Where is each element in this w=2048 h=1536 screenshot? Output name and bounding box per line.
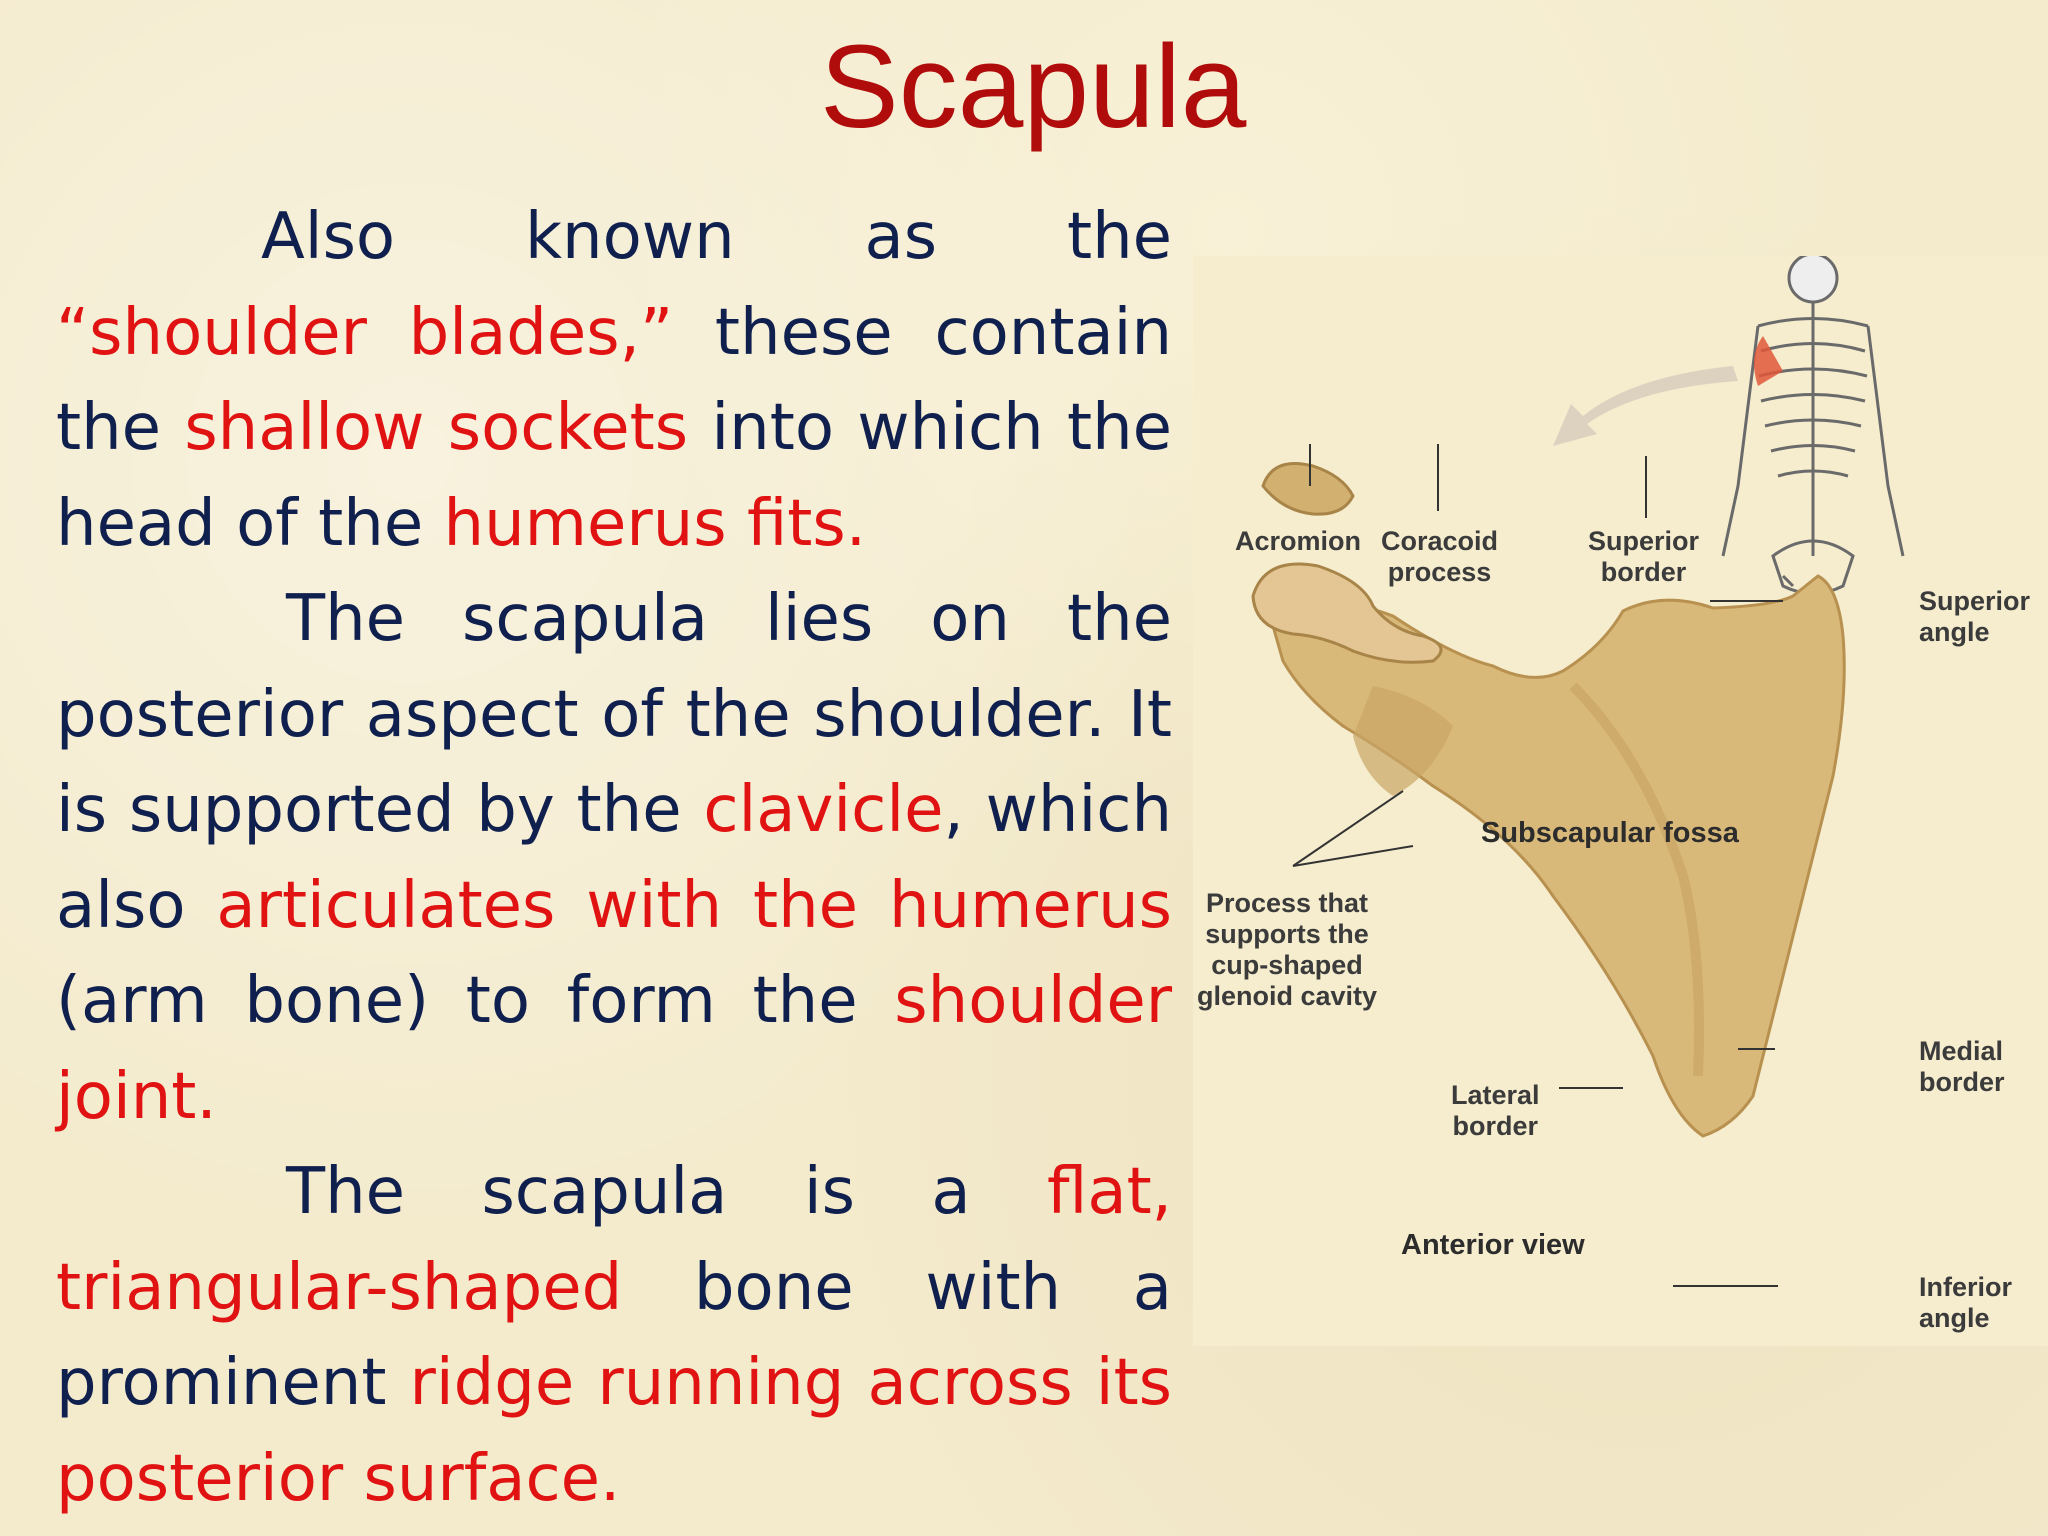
body-text-span: these contain the <box>56 295 1172 465</box>
scapula-bone <box>1253 464 1844 1137</box>
body-text-span: (arm bone) to form the <box>56 964 895 1038</box>
label-anterior-view: Anterior view <box>1401 1229 1585 1261</box>
highlighted-text: clavicle <box>703 773 944 847</box>
label-acromion: Acromion <box>1235 526 1362 556</box>
paragraph-2 <box>56 572 1172 1145</box>
highlighted-text: articulates with the humerus <box>216 868 1173 943</box>
body-text-span: into which the head of the <box>56 391 1173 561</box>
highlighted-text: shoulder joint. <box>56 964 1172 1134</box>
highlight-region <box>1754 336 1783 386</box>
label-glenoid-process: Process that supports the cup-shaped glenoid cavity <box>1197 888 1378 1011</box>
highlighted-text: ridge running across its posterior surface. <box>56 1346 1173 1516</box>
body-text-span: Also known as the <box>261 200 1172 274</box>
label-subscapular-fossa: Subscapular fossa <box>1481 817 1739 849</box>
paragraph-1 <box>56 190 1172 572</box>
highlighted-text: shallow sockets <box>184 391 689 465</box>
arrow-icon <box>1553 366 1738 446</box>
body-text-span: bone with a prominent <box>56 1250 1172 1420</box>
label-lateral-border: Lateral border <box>1451 1080 1540 1141</box>
skeleton-thumbnail <box>1723 256 1903 594</box>
body-text-span: The scapula is a <box>286 1155 1048 1229</box>
label-coracoid-process: Coracoid process <box>1381 526 1499 587</box>
slide-title: Scapula <box>820 21 1247 153</box>
body-text-span: The scapula lies on the posterior aspect of the shoulder. It is supported by the <box>56 582 1172 847</box>
scapula-figure <box>1193 256 2048 1346</box>
highlighted-text: flat, triangular-shaped <box>56 1155 1172 1325</box>
highlighted-text: “shoulder blades,” <box>56 295 674 370</box>
label-inferior-angle: Inferior angle <box>1919 1272 2013 1333</box>
body-text <box>56 190 1172 1527</box>
label-medial-border: Medial border <box>1919 1036 2005 1097</box>
label-superior-angle: Superior angle <box>1919 586 2031 647</box>
paragraph-3 <box>56 1145 1172 1527</box>
label-superior-border: Superior border <box>1588 526 1700 587</box>
body-text-span: , which also <box>56 773 1173 943</box>
scapula-illustration <box>1193 256 2048 1346</box>
highlighted-text: humerus fits. <box>443 486 867 561</box>
